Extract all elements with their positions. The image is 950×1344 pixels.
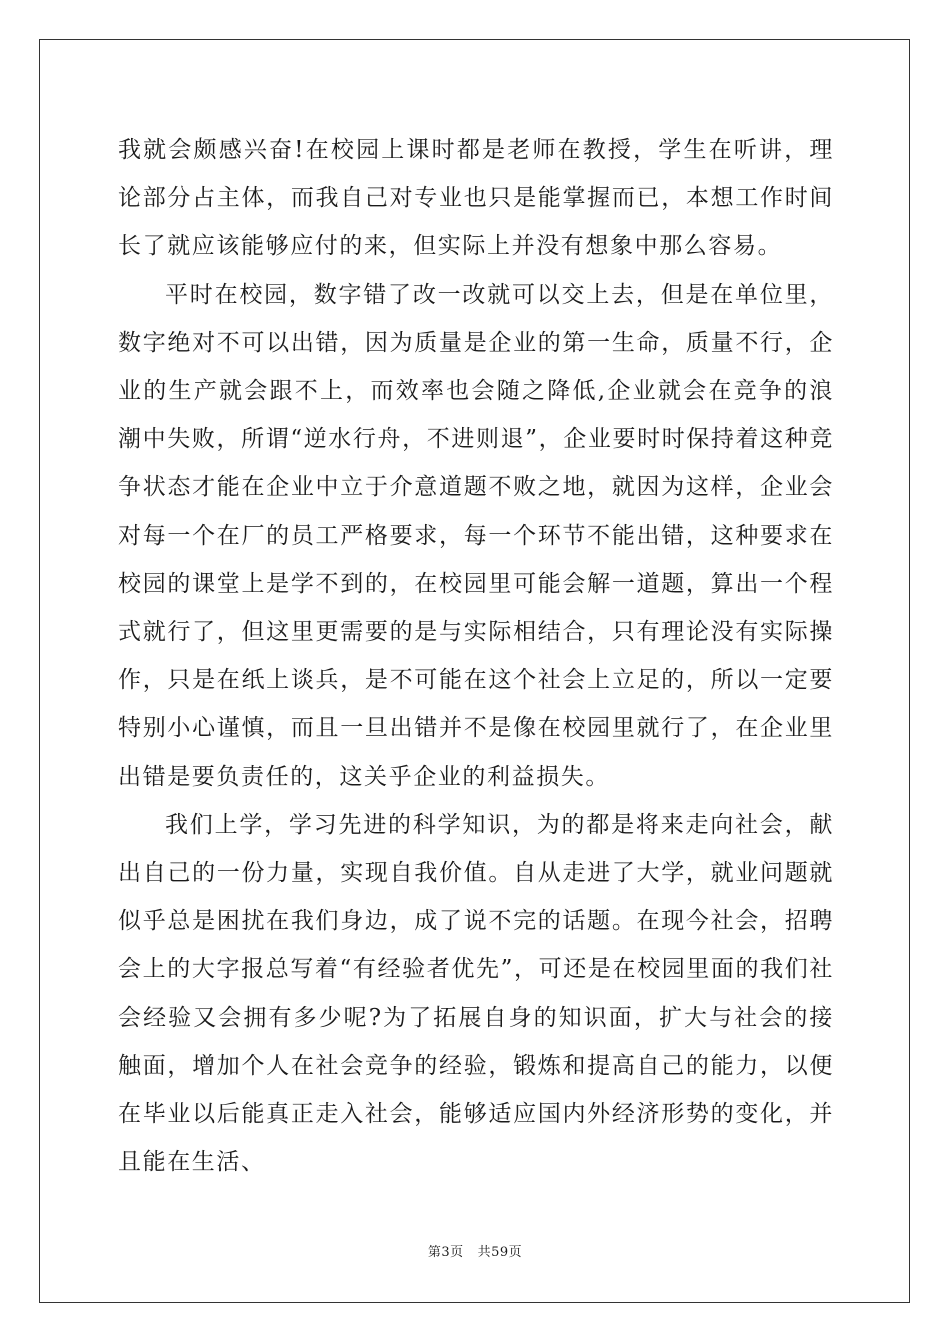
document-body bbox=[118, 126, 834, 1186]
page-number: 第3页 bbox=[427, 1245, 464, 1260]
paragraph-2: 平时在校园，数字错了改一改就可以交上去，但是在单位里，数字绝对不可以出错，因为质量是企业的第一生命，质量不行，企业的生产就会跟不上，而效率也会随之降低,企业就会在竞争的浪潮中失败，所谓“逆水行舟，不进则退”，企业要时时保持着这种竞争状态才能在企业中立于介意道题不败之地，就因为这样，企业会对每一个在厂的员工严格要求，每一个环节不能出错，这种要求在校园的课堂上是学不到的，在校园里可能会解一道题，算出一个程式就行了，但这里更需要的是与实际相结合，只有理论没有实际操作，只是在纸上谈兵，是不可能在这个社会上立足的，所以一定要特别小心谨慎，而且一旦出错并不是像在校园里就行了，在企业里出错是要负责任的，这关乎企业的利益损失。 bbox=[118, 281, 834, 790]
paragraph-1: 我就会颇感兴奋!在校园上课时都是老师在教授，学生在听讲，理论部分占主体，而我自己对专业也只是能掌握而已，本想工作时间长了就应该能够应付的来，但实际上并没有想象中那么容易。 bbox=[118, 137, 834, 260]
total-pages: 共59页 bbox=[477, 1245, 523, 1260]
page-footer bbox=[0, 1241, 950, 1260]
paragraph-3: 我们上学，学习先进的科学知识，为的都是将来走向社会，献出自己的一份力量，实现自我价值。自从走进了大学，就业问题就似乎总是困扰在我们身边，成了说不完的话题。在现今社会，招聘会上的大字报总写着“有经验者优先”，可还是在校园里面的我们社会经验又会拥有多少呢?为了拓展自身的知识面，扩大与社会的接触面，增加个人在社会竞争的经验，锻炼和提高自己的能力，以便在毕业以后能真正走入社会，能够适应国内外经济形势的变化，并且能在生活、 bbox=[118, 811, 834, 1176]
